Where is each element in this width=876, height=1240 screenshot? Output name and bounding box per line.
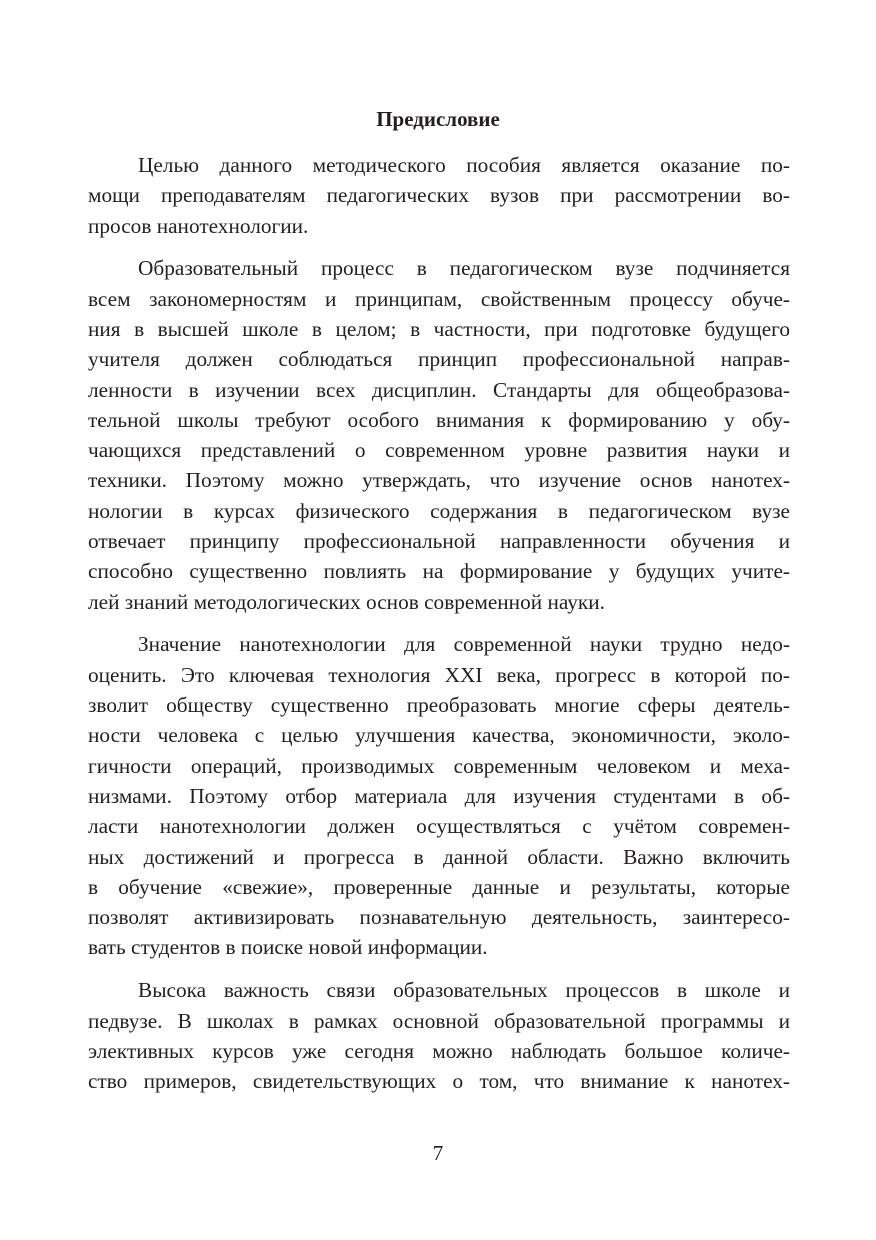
paragraph-3 [88,629,790,962]
text-line: чающихся представлений о современном уровне развития науки и [88,438,790,463]
page-title: Предисловие [376,107,500,131]
text-line: ных достижений и прогресса в данной области. Важно включить [88,844,790,869]
text-line: техники. Поэтому можно утверждать, что изучение основ нанотех- [88,468,790,493]
text-line: зволит обществу существенно преобразовать многие сферы деятель- [88,693,790,718]
text-line: ленности в изучении всех дисциплин. Стандарты для общеобразова- [88,377,790,402]
text-line: Значение нанотехнологии для современной науки трудно недо- [138,632,790,657]
text-line: мощи преподавателям педагогических вузов при рассмотрении во- [88,183,790,208]
text-line: учителя должен соблюдаться принцип профессиональной направ- [88,347,790,372]
text-line: Целью данного методического пособия является оказание по- [138,153,790,177]
text-line: низмами. Поэтому отбор материала для изучения студентами в об- [88,783,790,808]
text-line: ласти нанотехнологии должен осуществляться с учётом современ- [88,814,790,839]
text-line: вать студентов в поиске новой информации. [88,935,488,960]
text-line: способно существенно повлиять на формирование у будущих учите- [88,559,790,584]
text-line: нологии в курсах физического содержания в педагогическом вузе [88,498,790,523]
text-line: элективных курсов уже сегодня можно наблюдать большое количе- [88,1038,790,1063]
text-line: Образовательный процесс в педагогическом вузе подчиняется [138,256,790,281]
text-line: ности человека с целью улучшения качества, экономичности, эколо- [88,723,790,748]
text-line: в обучение «свежие», проверенные данные и результаты, которые [88,874,790,899]
paragraph-1 [88,150,790,241]
text-line: педвузе. В школах в рамках основной образовательной программы и [88,1008,790,1033]
paragraph-4 [88,975,790,1096]
text-line: ство примеров, свидетельствующих о том, что внимание к нанотех- [88,1069,790,1094]
body-text [88,150,790,1109]
text-line: позволят активизировать познавательную деятельность, заинтересо- [88,905,790,930]
text-line: отвечает принципу профессиональной направленности обучения и [88,529,790,554]
text-line: оценить. Это ключевая технология XXI века, прогресс в которой по- [88,662,790,687]
page-number: 7 [432,1141,444,1165]
text-line: лей знаний методологических основ современной науки. [88,589,605,614]
text-line: всем закономерностям и принципам, свойственным процессу обуче- [88,286,790,311]
text-line: просов нанотехнологии. [88,213,309,238]
text-line: гичности операций, производимых современным человеком и меха- [88,753,790,778]
paragraph-2 [88,253,790,617]
text-line: Высока важность связи образовательных процессов в школе и [138,978,790,1003]
text-line: ния в высшей школе в целом; в частности, при подготовке будущего [88,316,790,341]
text-line: тельной школы требуют особого внимания к формированию у обу- [88,407,790,432]
